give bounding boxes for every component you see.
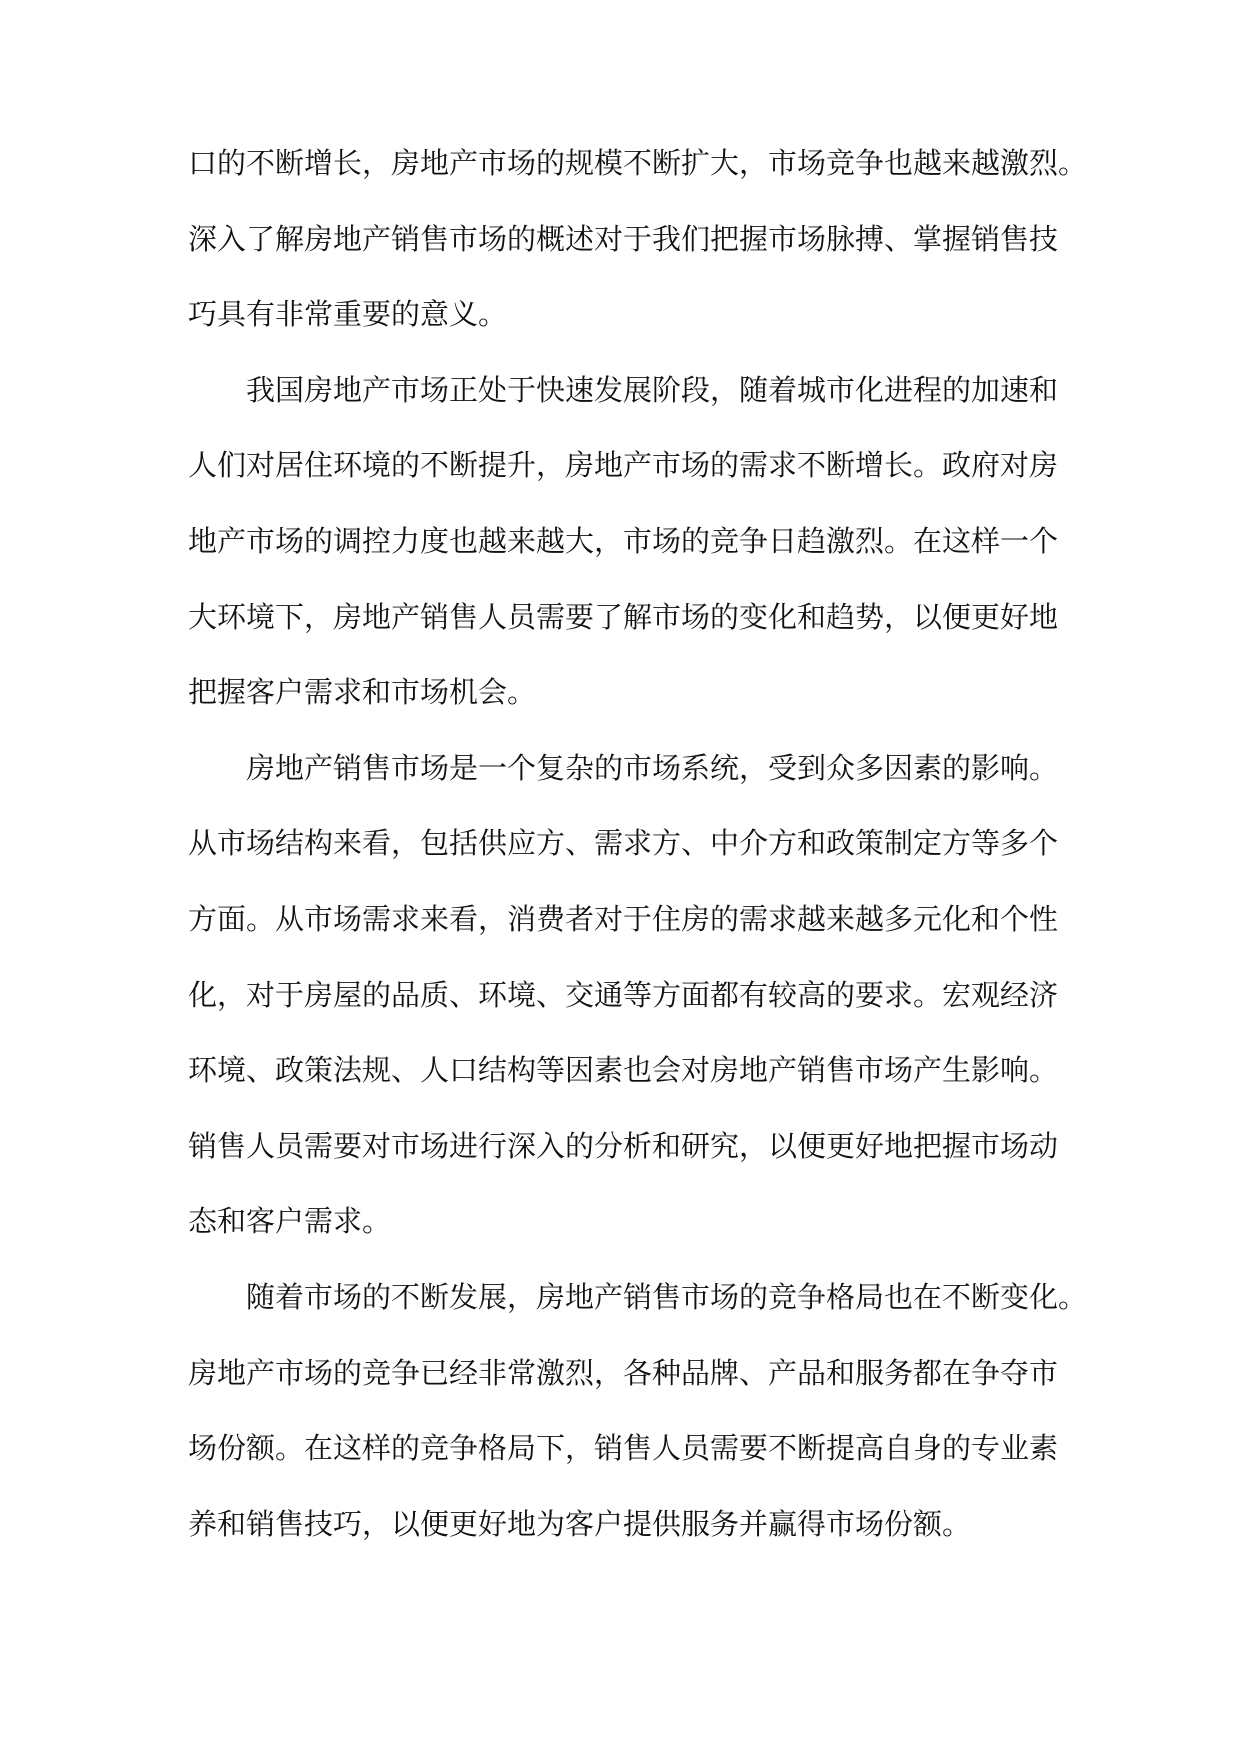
text-line: 房地产市场的竞争已经非常激烈，各种品牌、产品和服务都在争夺市	[188, 1355, 1059, 1390]
text-line: 巧具有非常重要的意义。	[188, 297, 508, 332]
text-line: 我国房地产市场正处于快速发展阶段，随着城市化进程的加速和	[246, 372, 1059, 407]
text-line: 随着市场的不断发展，房地产销售市场的竞争格局也在不断变化。	[246, 1279, 1088, 1314]
text-line: 化，对于房屋的品质、环境、交通等方面都有较高的要求。宏观经济	[188, 977, 1059, 1012]
text-line: 方面。从市场需求来看，消费者对于住房的需求越来越多元化和个性	[188, 901, 1059, 936]
text-line: 销售人员需要对市场进行深入的分析和研究，以便更好地把握市场动	[188, 1128, 1059, 1163]
text-line: 大环境下，房地产销售人员需要了解市场的变化和趋势，以便更好地	[188, 599, 1059, 634]
text-line: 深入了解房地产销售市场的概述对于我们把握市场脉搏、掌握销售技	[188, 221, 1059, 256]
text-line: 口的不断增长，房地产市场的规模不断扩大，市场竞争也越来越激烈。	[188, 146, 1088, 180]
text-line: 从市场结构来看，包括供应方、需求方、中介方和政策制定方等多个	[188, 826, 1059, 861]
document-body	[188, 133, 1088, 1569]
text-line: 房地产销售市场是一个复杂的市场系统，受到众多因素的影响。	[246, 750, 1059, 785]
text-line: 场份额。在这样的竞争格局下，销售人员需要不断提高自身的专业素	[188, 1431, 1059, 1466]
text-line: 环境、政策法规、人口结构等因素也会对房地产销售市场产生影响。	[188, 1053, 1059, 1088]
text-line: 态和客户需求。	[188, 1204, 392, 1239]
text-line: 地产市场的调控力度也越来越大，市场的竞争日趋激烈。在这样一个	[188, 523, 1059, 558]
text-line: 人们对居住环境的不断提升，房地产市场的需求不断增长。政府对房	[188, 448, 1059, 483]
text-line: 把握客户需求和市场机会。	[188, 675, 537, 710]
text-line: 养和销售技巧，以便更好地为客户提供服务并赢得市场份额。	[188, 1506, 972, 1541]
